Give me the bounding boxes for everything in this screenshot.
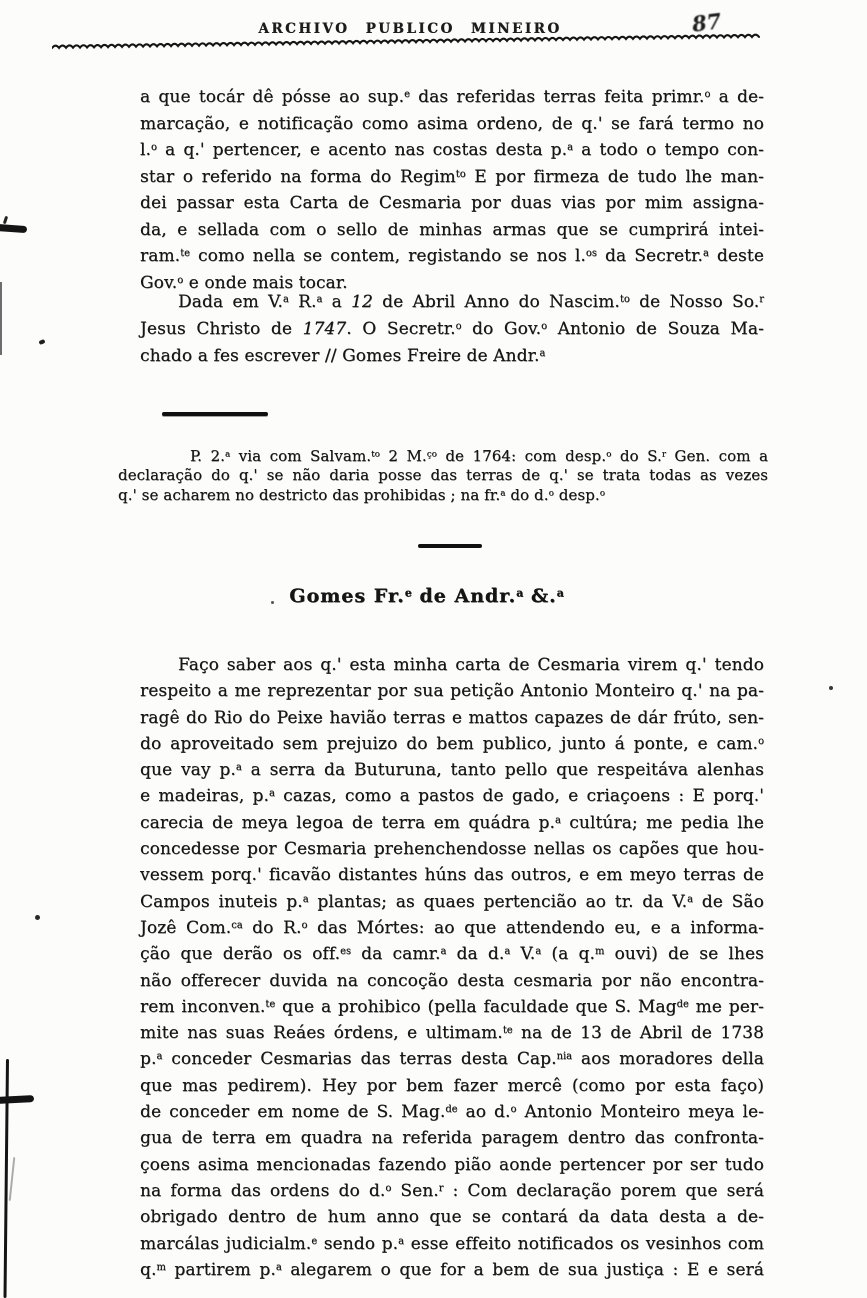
- text-line: carecia de meya legoa de terra em quádra p.$^a$ cultúra; me pedia lhe: [140, 812, 764, 833]
- page-fold-line-bottom: [3, 1059, 9, 1298]
- text-line: ragê do Rio do Peixe havião terras e mattos capazes de dár frúto, sen-: [140, 707, 764, 728]
- section-divider-2: [418, 544, 482, 548]
- text-line: na forma das ordens do d.$^o$ Sen.$^r$ : Com declaração porem que será: [140, 1180, 765, 1201]
- text-line: q.' se acharem no destricto das prohibidas ; na fr.$^a$ do d.$^o$ desp.$^o$: [118, 485, 605, 504]
- archival-note: [118, 447, 768, 505]
- wavy-rule-path: [52, 35, 759, 48]
- text-line: da, e sellada com o sello de minhas armas que se cumprirá intei-: [140, 219, 764, 240]
- binding-mark-bottom: [0, 1095, 34, 1104]
- text-line: ram.$^{te}$ como nella se contem, registando se nos l.$^{os}$ da Secretr.$^a$ deste: [140, 246, 764, 266]
- text-line: chado a fes escrever // Gomes Freire de Andr.$^a$: [140, 346, 546, 366]
- text-line: vessem porq.' ficavão distantes húns das outros, e em meyo terras de: [140, 865, 764, 886]
- page-number: 87: [690, 8, 723, 37]
- paragraph-faco-saber: [140, 652, 764, 1283]
- paragraph-dada-em: [140, 289, 764, 370]
- paragraph-carta-continuation: [140, 84, 764, 296]
- text-line: marcálas judicialm.$^e$ sendo p.$^a$ esse effeito notificados os vesinhos com: [140, 1233, 764, 1254]
- fold-shadow-sliver: [9, 1157, 16, 1201]
- text-line: çoens asima mencionadas fazendo pião aonde pertencer por ser tudo: [140, 1154, 764, 1175]
- text-line: declaração do q.' se não daria posse das terras de q.' se trata todas as vezes: [118, 466, 768, 485]
- text-line: ção que derão os off.$^{es}$ da camr.$^a$ da d.$^a$ V.$^a$ (a q.$^m$ ouvi) de se lhes: [140, 944, 764, 965]
- text-line: e madeiras, p.$^a$ cazas, como a pastos de gado, e criaçoens : E porq.': [140, 786, 764, 807]
- text-line: P. 2.$^a$ via com Salvam.$^{to}$ 2 M.$^{ço}$ de 1764: com desp.$^o$ do S.$^r$ Gen. com a: [190, 447, 769, 465]
- text-line: do aproveitado sem prejuizo do bem publico, junto á ponte, e cam.$^o$: [140, 733, 764, 754]
- text-line: rem inconven.$^{te}$ que a prohibico (pella faculdade que S. Mag$^{de}$ me per-: [140, 996, 764, 1017]
- text-line: obrigado dentro de hum anno que se contará da data desta a de-: [140, 1207, 764, 1228]
- stray-dot-right-margin: [829, 686, 833, 690]
- text-line: Jesus Christo de 1747. O Secretr.$^o$ do Gov.$^o$ Antonio de Souza Ma-: [140, 319, 765, 339]
- running-header: ARCHIVO PUBLICO MINEIRO: [258, 21, 562, 37]
- text-line: não offerecer duvida na concoção desta cesmaria por não encontra-: [140, 970, 764, 991]
- text-line: Dada em V.$^a$ R.$^a$ a 12 de Abril Anno do Nascim.$^{to}$ de Nosso So.$^r$: [178, 292, 764, 312]
- page-fold-line-top: [0, 282, 2, 355]
- text-line: a que tocár dê pósse ao sup.$^e$ das referidas terras feita primr.$^o$ a de-: [140, 87, 765, 107]
- text-line: respeito a me reprezentar por sua petição Antonio Monteiro q.' na pa-: [140, 681, 764, 702]
- text-line: que mas pedirem). Hey por bem fazer mercê (como por esta faço): [140, 1075, 764, 1096]
- text-line: star o referido na forma do Regim$^{to}$ E por firmeza de tudo lhe man-: [140, 166, 765, 187]
- text-line: que vay p.$^a$ a serra da Buturuna, tanto pello que respeitáva alenhas: [140, 760, 764, 781]
- binding-mark-top: [0, 224, 27, 233]
- text-line: q.$^m$ partirem p.$^a$ alegarem o que for a bem de sua justiça : E e será: [140, 1259, 764, 1280]
- text-line: l.$^o$ a q.' pertencer, e acento nas costas desta p.$^a$ a todo o tempo con-: [140, 140, 764, 160]
- stray-dot-left-margin: [35, 915, 40, 920]
- text-line: Campos inuteis p.$^a$ plantas; as quaes pertencião ao tr. da V.$^a$ de São: [140, 891, 764, 912]
- text-line: dei passar esta Carta de Cesmaria por duas vias por mim assigna-: [140, 193, 764, 213]
- text-line: Jozê Com.$^{ca}$ do R.$^o$ das Mórtes: ao que attendendo eu, e a informa-: [140, 917, 764, 938]
- text-line: p.$^a$ conceder Cesmarias das terras desta Cap.$^{nia}$ aos moradores della: [140, 1049, 764, 1070]
- text-line: Faço saber aos q.' esta minha carta de Cesmaria virem q.' tendo: [178, 655, 764, 675]
- text-line: concedesse por Cesmaria prehenchendosse nellas os capões que hou-: [140, 839, 764, 860]
- text-line: Gov.$^o$ e onde mais tocar.: [140, 272, 348, 293]
- text-line: gua de terra em quadra na referida paragem dentro das confronta-: [140, 1128, 764, 1149]
- binding-mark-top-tick: [3, 216, 8, 225]
- text-line: mite nas suas Reáes órdens, e ultimam.$^{te}$ na de 13 de Abril de 1738: [140, 1023, 764, 1044]
- ink-speck: [38, 339, 45, 345]
- text-line: marcação, e notificação como asima ordeno, de q.' se fará termo no: [140, 113, 764, 134]
- section-divider-1: [162, 412, 268, 416]
- section-heading: Gomes Fr.$^e$ de Andr.$^a$ &.$^a$: [289, 585, 564, 607]
- text-line: de conceder em nome de S. Mag.$^{de}$ ao d.$^o$ Antonio Monteiro meya le-: [140, 1102, 764, 1123]
